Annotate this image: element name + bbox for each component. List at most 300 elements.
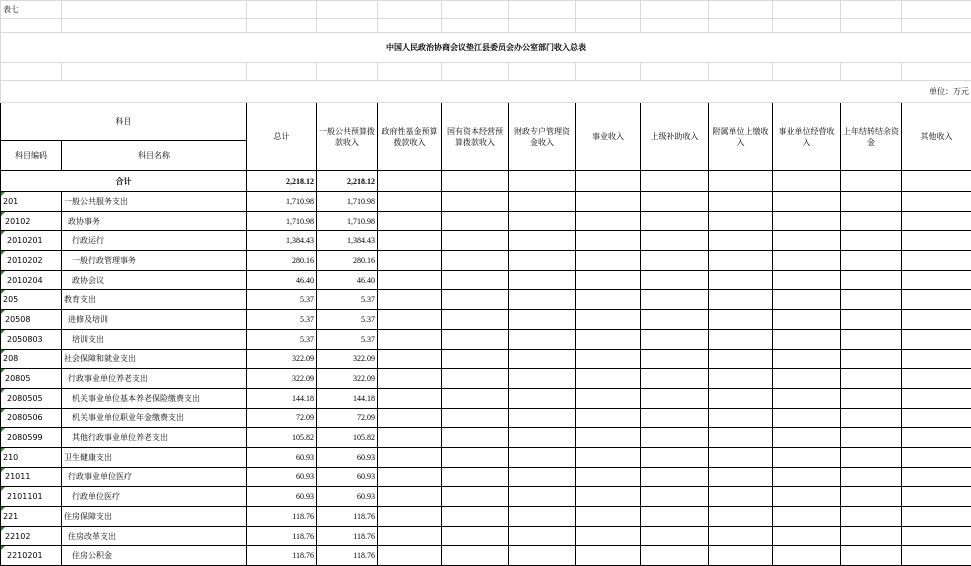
subject-code: 205 — [3, 295, 19, 305]
empty-cell — [709, 447, 773, 467]
table-row — [1, 251, 971, 271]
table-row — [1, 192, 971, 212]
row-total: 60.93 — [247, 447, 317, 467]
row-total: 1,710.98 — [247, 211, 317, 231]
table-row — [1, 310, 971, 330]
empty-cell — [576, 211, 641, 231]
empty-cell — [709, 526, 773, 546]
cell-marker-icon — [1, 487, 5, 491]
empty-cell — [902, 329, 971, 349]
empty-cell — [641, 388, 709, 408]
row-general-budget: 5.37 — [317, 310, 378, 330]
empty-cell — [576, 428, 641, 448]
empty-cell — [841, 329, 902, 349]
empty-cell — [902, 447, 971, 467]
subject-code: 20508 — [5, 314, 31, 324]
subject-code: 2210201 — [7, 551, 43, 561]
subject-name: 机关事业单位职业年金缴费支出 — [62, 408, 247, 428]
empty-cell — [902, 369, 971, 389]
empty-cell — [709, 369, 773, 389]
total-amount: 2,218.12 — [247, 171, 317, 192]
empty-cell — [841, 526, 902, 546]
empty-cell — [902, 349, 971, 369]
empty-cell — [641, 192, 709, 212]
table-row — [1, 369, 971, 389]
header-gov-fund: 政府性基金预算拨款收入 — [378, 103, 442, 171]
cell-marker-icon — [1, 350, 5, 354]
empty-cell — [576, 329, 641, 349]
empty-cell — [442, 447, 509, 467]
empty-cell — [773, 329, 841, 349]
table-row — [1, 349, 971, 369]
subject-name: 教育支出 — [62, 290, 247, 310]
subject-code-cell — [1, 369, 62, 389]
header-carryover: 上年结转结余资金 — [841, 103, 902, 171]
subject-name: 住房公积金 — [62, 546, 247, 566]
empty-cell — [709, 231, 773, 251]
empty-cell — [641, 211, 709, 231]
empty-cell — [509, 408, 576, 428]
empty-cell — [709, 270, 773, 290]
header-subject-code: 科目编码 — [1, 141, 62, 171]
row-general-budget: 118.76 — [317, 507, 378, 527]
empty-cell — [442, 270, 509, 290]
empty-cell — [902, 290, 971, 310]
empty-cell — [709, 507, 773, 527]
empty-cell — [378, 251, 442, 271]
row-general-budget: 118.76 — [317, 546, 378, 566]
unit-label: 单位：万元 — [1, 81, 971, 103]
empty-cell — [841, 447, 902, 467]
row-total: 118.76 — [247, 507, 317, 527]
header-state-capital: 国有资本经营预算拨款收入 — [442, 103, 509, 171]
empty-cell — [378, 388, 442, 408]
empty-cell — [442, 192, 509, 212]
empty-cell — [709, 251, 773, 271]
cell-marker-icon — [1, 251, 5, 255]
subject-code-cell — [1, 231, 62, 251]
subject-name: 培训支出 — [62, 329, 247, 349]
empty-cell — [773, 526, 841, 546]
page-title: 中国人民政治协商会议垫江县委员会办公室部门收入总表 — [1, 33, 971, 63]
cell-marker-icon — [1, 212, 5, 216]
table-row — [1, 388, 971, 408]
empty-cell — [709, 388, 773, 408]
empty-cell — [773, 211, 841, 231]
subject-code-cell — [1, 329, 62, 349]
empty-cell — [773, 408, 841, 428]
empty-cell — [576, 251, 641, 271]
empty-cell — [378, 192, 442, 212]
empty-cell — [442, 369, 509, 389]
row-total: 280.16 — [247, 251, 317, 271]
subject-code: 2010201 — [7, 236, 43, 246]
table-row — [1, 270, 971, 290]
empty-cell — [773, 231, 841, 251]
empty-cell — [841, 388, 902, 408]
empty-cell — [641, 231, 709, 251]
subject-code: 2050803 — [7, 334, 43, 344]
table-row — [1, 231, 971, 251]
empty-cell — [509, 290, 576, 310]
empty-cell — [841, 270, 902, 290]
row-general-budget: 5.37 — [317, 290, 378, 310]
empty-cell — [442, 251, 509, 271]
subject-code: 2010202 — [7, 255, 43, 265]
empty-cell — [709, 546, 773, 566]
empty-cell — [378, 467, 442, 487]
row-general-budget: 1,710.98 — [317, 211, 378, 231]
empty-cell — [641, 447, 709, 467]
row-total: 5.37 — [247, 290, 317, 310]
table-row — [1, 329, 971, 349]
empty-cell — [509, 251, 576, 271]
empty-cell — [641, 290, 709, 310]
row-general-budget: 280.16 — [317, 251, 378, 271]
subject-code-cell — [1, 447, 62, 467]
empty-cell — [709, 428, 773, 448]
empty-cell — [378, 408, 442, 428]
row-general-budget: 1,710.98 — [317, 192, 378, 212]
empty-cell — [709, 467, 773, 487]
empty-cell — [442, 546, 509, 566]
empty-cell — [576, 487, 641, 507]
empty-cell — [709, 408, 773, 428]
subject-code: 2101101 — [7, 492, 43, 502]
empty-cell — [902, 251, 971, 271]
header-general-budget: 一般公共预算拨款收入 — [317, 103, 378, 171]
empty-cell — [902, 526, 971, 546]
cell-marker-icon — [1, 290, 5, 294]
row-total: 322.09 — [247, 349, 317, 369]
empty-cell — [509, 447, 576, 467]
row-general-budget: 144.18 — [317, 388, 378, 408]
empty-cell — [576, 290, 641, 310]
empty-cell — [576, 546, 641, 566]
empty-cell — [509, 546, 576, 566]
empty-cell — [442, 310, 509, 330]
header-subject: 科目 — [1, 103, 247, 141]
subject-code-cell — [1, 487, 62, 507]
subject-code-cell — [1, 408, 62, 428]
empty-cell — [576, 369, 641, 389]
subject-name: 机关事业单位基本养老保险缴费支出 — [62, 388, 247, 408]
subject-name: 社会保障和就业支出 — [62, 349, 247, 369]
empty-cell — [841, 507, 902, 527]
empty-cell — [576, 388, 641, 408]
subject-code-cell — [1, 428, 62, 448]
empty-cell — [442, 329, 509, 349]
subject-name: 政协事务 — [62, 211, 247, 231]
empty-cell — [902, 546, 971, 566]
table-row — [1, 526, 971, 546]
empty-cell — [841, 290, 902, 310]
subject-code-cell — [1, 290, 62, 310]
empty-cell — [509, 192, 576, 212]
cell-marker-icon — [1, 468, 5, 472]
empty-cell — [509, 507, 576, 527]
empty-cell — [576, 408, 641, 428]
subject-code: 20805 — [5, 374, 31, 384]
table-row — [1, 487, 971, 507]
subject-code-cell — [1, 388, 62, 408]
subject-name: 住房保障支出 — [62, 507, 247, 527]
empty-cell — [641, 310, 709, 330]
empty-cell — [378, 231, 442, 251]
subject-code: 210 — [3, 452, 19, 462]
empty-cell — [641, 408, 709, 428]
row-general-budget: 118.76 — [317, 526, 378, 546]
empty-cell — [641, 251, 709, 271]
empty-cell — [773, 251, 841, 271]
empty-cell — [378, 507, 442, 527]
row-general-budget: 5.37 — [317, 329, 378, 349]
table-row — [1, 546, 971, 566]
row-total: 322.09 — [247, 369, 317, 389]
subject-code: 221 — [3, 511, 19, 521]
empty-cell — [841, 349, 902, 369]
subject-code: 2080599 — [7, 433, 43, 443]
row-total: 72.09 — [247, 408, 317, 428]
empty-cell — [841, 251, 902, 271]
subject-name: 进修及培训 — [62, 310, 247, 330]
sheet-label: 表七 — [1, 1, 62, 19]
empty-cell — [509, 467, 576, 487]
subject-code: 201 — [3, 196, 19, 206]
row-total: 105.82 — [247, 428, 317, 448]
header-business: 事业收入 — [576, 103, 641, 171]
empty-cell — [378, 211, 442, 231]
total-label: 合计 — [1, 171, 247, 192]
empty-cell — [641, 467, 709, 487]
subject-code-cell — [1, 192, 62, 212]
row-general-budget: 1,384.43 — [317, 231, 378, 251]
empty-cell — [841, 231, 902, 251]
empty-cell — [641, 270, 709, 290]
empty-cell — [841, 408, 902, 428]
cell-marker-icon — [1, 546, 5, 550]
empty-cell — [773, 290, 841, 310]
subject-code: 2080505 — [7, 393, 43, 403]
empty-cell — [509, 388, 576, 408]
subject-code: 208 — [3, 354, 19, 364]
cell-marker-icon — [1, 389, 5, 393]
table-row — [1, 428, 971, 448]
subject-name: 行政单位医疗 — [62, 487, 247, 507]
empty-cell — [576, 270, 641, 290]
empty-cell — [442, 290, 509, 310]
empty-cell — [709, 349, 773, 369]
empty-cell — [509, 310, 576, 330]
empty-cell — [378, 290, 442, 310]
empty-cell — [773, 428, 841, 448]
empty-cell — [378, 329, 442, 349]
empty-cell — [841, 428, 902, 448]
subject-name: 行政事业单位养老支出 — [62, 369, 247, 389]
empty-cell — [442, 487, 509, 507]
cell-marker-icon — [1, 310, 5, 314]
empty-cell — [509, 231, 576, 251]
empty-cell — [841, 546, 902, 566]
empty-cell — [378, 270, 442, 290]
empty-cell — [841, 310, 902, 330]
empty-cell — [773, 507, 841, 527]
empty-cell — [773, 270, 841, 290]
subject-code: 22102 — [5, 531, 31, 541]
total-row — [1, 171, 971, 192]
row-total: 5.37 — [247, 310, 317, 330]
empty-cell — [509, 526, 576, 546]
empty-cell — [709, 310, 773, 330]
table-row — [1, 408, 971, 428]
empty-cell — [641, 487, 709, 507]
header-business-operation: 事业单位经营收入 — [773, 103, 841, 171]
empty-cell — [902, 310, 971, 330]
table-row — [1, 507, 971, 527]
empty-cell — [442, 349, 509, 369]
empty-cell — [841, 467, 902, 487]
row-total: 5.37 — [247, 329, 317, 349]
header-subject-name: 科目名称 — [62, 141, 247, 171]
subject-code-cell — [1, 546, 62, 566]
empty-cell — [902, 507, 971, 527]
empty-cell — [378, 349, 442, 369]
cell-marker-icon — [1, 409, 5, 413]
empty-cell — [773, 388, 841, 408]
header-subordinate: 附属单位上缴收入 — [709, 103, 773, 171]
empty-cell — [509, 349, 576, 369]
subject-code-cell — [1, 507, 62, 527]
row-total: 1,384.43 — [247, 231, 317, 251]
empty-cell — [442, 231, 509, 251]
empty-cell — [773, 349, 841, 369]
cell-marker-icon — [1, 369, 5, 373]
subject-code: 2080506 — [7, 413, 43, 423]
empty-cell — [773, 310, 841, 330]
empty-cell — [378, 487, 442, 507]
empty-cell — [641, 428, 709, 448]
cell-marker-icon — [1, 448, 5, 452]
row-total: 144.18 — [247, 388, 317, 408]
empty-cell — [902, 428, 971, 448]
subject-name: 卫生健康支出 — [62, 447, 247, 467]
subject-name: 其他行政事业单位养老支出 — [62, 428, 247, 448]
row-general-budget: 60.93 — [317, 447, 378, 467]
row-general-budget: 60.93 — [317, 467, 378, 487]
empty-cell — [709, 487, 773, 507]
empty-cell — [378, 546, 442, 566]
row-general-budget: 322.09 — [317, 369, 378, 389]
header-fiscal-special: 财政专户管理资金收入 — [509, 103, 576, 171]
subject-name: 一般公共服务支出 — [62, 192, 247, 212]
subject-name: 一般行政管理事务 — [62, 251, 247, 271]
empty-cell — [576, 447, 641, 467]
empty-cell — [576, 507, 641, 527]
empty-cell — [442, 526, 509, 546]
empty-cell — [902, 487, 971, 507]
table-row — [1, 447, 971, 467]
empty-cell — [902, 231, 971, 251]
empty-cell — [902, 270, 971, 290]
empty-cell — [378, 310, 442, 330]
empty-cell — [378, 526, 442, 546]
empty-cell — [641, 369, 709, 389]
empty-cell — [709, 329, 773, 349]
empty-cell — [773, 369, 841, 389]
row-total: 1,710.98 — [247, 192, 317, 212]
table-row — [1, 467, 971, 487]
empty-cell — [641, 526, 709, 546]
table-row — [1, 211, 971, 231]
empty-cell — [841, 192, 902, 212]
cell-marker-icon — [1, 507, 5, 511]
empty-cell — [442, 388, 509, 408]
subject-code: 2010204 — [7, 275, 43, 285]
empty-cell — [378, 369, 442, 389]
cell-marker-icon — [1, 330, 5, 334]
total-general-amount: 2,218.12 — [317, 171, 378, 192]
subject-name: 住房改革支出 — [62, 526, 247, 546]
empty-cell — [509, 487, 576, 507]
empty-cell — [576, 467, 641, 487]
empty-cell — [841, 369, 902, 389]
empty-cell — [902, 211, 971, 231]
cell-marker-icon — [1, 231, 5, 235]
empty-cell — [576, 526, 641, 546]
row-total: 60.93 — [247, 467, 317, 487]
empty-cell — [773, 467, 841, 487]
subject-code-cell — [1, 270, 62, 290]
empty-cell — [902, 467, 971, 487]
empty-cell — [442, 211, 509, 231]
subject-code-cell — [1, 211, 62, 231]
cell-marker-icon — [1, 271, 5, 275]
empty-cell — [709, 211, 773, 231]
cell-marker-icon — [1, 428, 5, 432]
empty-cell — [442, 507, 509, 527]
empty-cell — [442, 428, 509, 448]
empty-cell — [378, 447, 442, 467]
cell-marker-icon — [1, 192, 5, 196]
empty-cell — [902, 408, 971, 428]
cell-marker-icon — [1, 527, 5, 531]
empty-cell — [576, 192, 641, 212]
empty-cell — [841, 211, 902, 231]
header-total: 总计 — [247, 103, 317, 171]
empty-cell — [509, 270, 576, 290]
subject-code-cell — [1, 251, 62, 271]
empty-cell — [641, 507, 709, 527]
subject-code-cell — [1, 310, 62, 330]
empty-cell — [902, 388, 971, 408]
subject-code: 20102 — [5, 216, 31, 226]
header-other: 其他收入 — [902, 103, 971, 171]
row-total: 60.93 — [247, 487, 317, 507]
subject-code: 21011 — [5, 472, 31, 482]
empty-cell — [841, 487, 902, 507]
row-general-budget: 105.82 — [317, 428, 378, 448]
empty-cell — [773, 447, 841, 467]
row-total: 118.76 — [247, 526, 317, 546]
empty-cell — [378, 428, 442, 448]
empty-cell — [442, 408, 509, 428]
empty-cell — [442, 467, 509, 487]
empty-cell — [902, 192, 971, 212]
empty-cell — [709, 192, 773, 212]
row-general-budget: 72.09 — [317, 408, 378, 428]
empty-cell — [709, 290, 773, 310]
empty-cell — [576, 310, 641, 330]
